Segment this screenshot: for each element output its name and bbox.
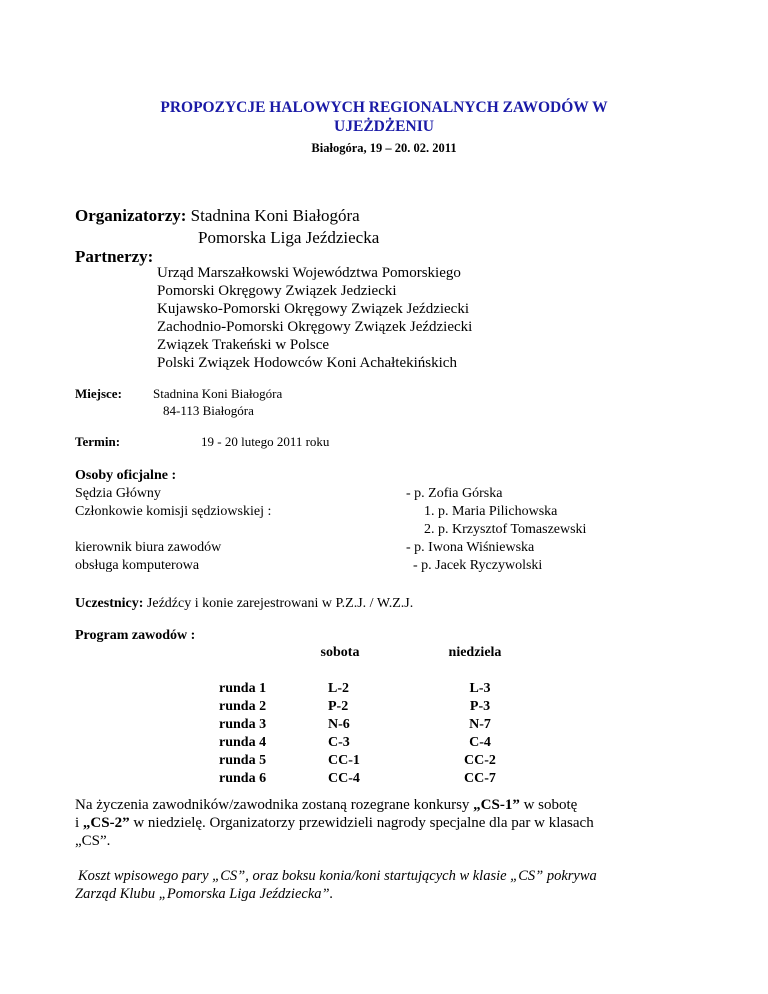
partners-list [157, 264, 472, 372]
place-line1: Stadnina Koni Białogóra [153, 386, 283, 401]
document-title-line2: UJEŻDŻENIU [334, 118, 434, 135]
program-rounds-column [219, 680, 266, 788]
round-label: runda 6 [219, 771, 267, 786]
round-label: runda 3 [219, 717, 267, 732]
saturday-class: N-6 [328, 717, 350, 732]
round-label: runda 5 [219, 753, 267, 768]
partner-item: Pomorski Okręgowy Związek Jedziecki [157, 283, 397, 299]
program-col-saturday: sobota [320, 645, 360, 660]
note-text: w niedzielę. Organizatorzy przewidzieli nagrody specjalne dla par w klasach [129, 815, 594, 831]
sunday-class: N-7 [469, 717, 491, 732]
fee-note-line1: Koszt wpisowego pary „CS”, oraz boksu konia/koni startujących w klasie „CS” pokrywa [78, 868, 597, 884]
official-role-jury: Członkowie komisji sędziowskiej : [75, 504, 272, 519]
sunday-class: P-3 [469, 699, 491, 714]
note-text: Na życzenia zawodników/zawodnika zostaną rozegrane konkursy [75, 797, 474, 813]
program-sunday-column [455, 680, 505, 788]
organizers-label: Organizatorzy: [75, 206, 187, 225]
saturday-class: C-3 [328, 735, 350, 750]
organizer-1: Stadnina Koni Białogóra [190, 206, 360, 225]
round-label: runda 2 [219, 699, 267, 714]
official-role-computer: obsługa komputerowa [75, 558, 200, 573]
partner-item: Urząd Marszałkowski Województwa Pomorskiego [157, 265, 461, 281]
round-label: runda 1 [219, 681, 267, 696]
place-label: Miejsce: [75, 386, 122, 401]
program-saturday-column [328, 680, 360, 788]
saturday-class: L-2 [328, 681, 349, 696]
note-line3: „CS”. [75, 833, 111, 849]
saturday-class: P-2 [328, 699, 349, 714]
place-line2: 84-113 Białogóra [163, 403, 254, 418]
official-name-jury-1: 1. p. Maria Pilichowska [424, 504, 558, 519]
official-role-chief-judge: Sędzia Główny [75, 486, 161, 501]
partners-label: Partnerzy: [75, 247, 154, 266]
document-title-line1: PROPOZYCJE HALOWYCH REGIONALNYCH ZAWODÓW W [160, 99, 608, 116]
sunday-class: CC-7 [464, 771, 496, 786]
partner-item: Kujawsko-Pomorski Okręgowy Związek Jeździecki [157, 301, 469, 317]
saturday-class: CC-4 [328, 771, 360, 786]
note-text: w sobotę [519, 797, 578, 813]
official-name-jury-2: 2. p. Krzysztof Tomaszewski [424, 522, 587, 537]
official-role-office-head: kierownik biura zawodów [75, 540, 222, 555]
official-name-office-head: - p. Iwona Wiśniewska [406, 540, 535, 555]
official-name-chief-judge: - p. Zofia Górska [406, 486, 503, 501]
organizers-block [75, 206, 360, 226]
program-col-sunday: niedziela [448, 645, 502, 660]
note-line2 [75, 815, 594, 832]
note-text: i [75, 815, 83, 831]
participants-label: Uczestnicy: [75, 596, 144, 611]
round-label: runda 4 [219, 735, 267, 750]
document-subtitle: Białogóra, 19 – 20. 02. 2011 [311, 141, 457, 155]
official-name-computer: - p. Jacek Ryczywolski [413, 558, 543, 573]
sunday-class: CC-2 [464, 753, 496, 768]
partner-item: Zachodnio-Pomorski Okręgowy Związek Jeździecki [157, 319, 473, 335]
saturday-class: CC-1 [328, 753, 360, 768]
note-line1 [75, 797, 577, 814]
sunday-class: C-4 [469, 735, 491, 750]
partner-item: Polski Związek Hodowców Koni Achałtekińskich [157, 355, 457, 371]
sunday-class: L-3 [469, 681, 491, 696]
officials-heading: Osoby oficjalne : [75, 468, 177, 483]
date-value: 19 - 20 lutego 2011 roku [201, 434, 330, 449]
partner-item: Związek Trakeński w Polsce [157, 337, 330, 353]
note-cs1: „CS-1” [473, 797, 520, 813]
program-heading: Program zawodów : [75, 628, 196, 643]
fee-note-line2: Zarząd Klubu „Pomorska Liga Jeździecka”. [75, 886, 334, 902]
organizer-2: Pomorska Liga Jeździecka [198, 228, 380, 247]
note-cs2: „CS-2” [82, 815, 130, 831]
participants-value: Jeźdźcy i konie zarejestrowani w P.Z.J. / W.Z.J. [146, 596, 414, 611]
date-label: Termin: [75, 434, 121, 449]
participants-block [75, 596, 413, 612]
